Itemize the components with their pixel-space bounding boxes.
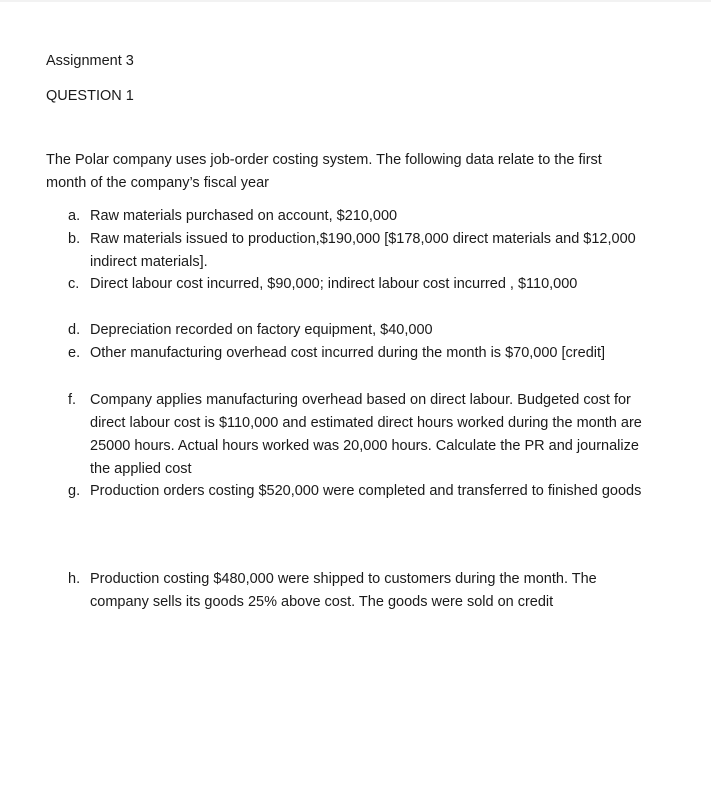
list-marker: f.	[68, 392, 77, 408]
list-item-text: Direct labour cost incurred, $90,000; indirect labour cost incurred , $110,000	[90, 276, 578, 292]
assignment-title: Assignment 3	[46, 53, 134, 69]
list-marker: g.	[68, 483, 81, 499]
list-item-text: Depreciation recorded on factory equipment, $40,000	[90, 322, 433, 338]
list-marker: e.	[68, 345, 81, 361]
list-item-text: Production orders costing $520,000 were completed and transferred to finished goods	[90, 483, 642, 499]
list-item-f	[68, 389, 648, 481]
question-heading: QUESTION 1	[46, 88, 134, 104]
list-item-text: Company applies manufacturing overhead based on direct labour. Budgeted cost for direct labour cost is $110,000 and estimated direct hours worked during the month are 25000 hours. Actual hours worked was 20,000 hours. Calculate the PR and journalize the applied cost	[90, 392, 642, 477]
list-item-e	[68, 342, 648, 365]
list-item-text: Production costing $480,000 were shipped to customers during the month. The company sells its goods 25% above cost. The goods were sold on credit	[90, 571, 597, 610]
list-marker: b.	[68, 231, 81, 247]
intro-paragraph: The Polar company uses job-order costing system. The following data relate to the first month of the company’s fiscal year	[46, 152, 602, 191]
list-item-c	[68, 273, 648, 296]
list-marker: c.	[68, 276, 80, 292]
list-item-text: Raw materials purchased on account, $210,000	[90, 208, 398, 224]
list-item-d	[68, 319, 648, 342]
list-item-a	[68, 205, 648, 228]
list-item-h	[68, 568, 648, 614]
list-item-g	[68, 480, 648, 503]
list-marker: a.	[68, 208, 81, 224]
list-item-text: Other manufacturing overhead cost incurred during the month is $70,000 [credit]	[90, 345, 606, 361]
list-item-text: Raw materials issued to production,$190,000 [$178,000 direct materials and $12,000 indirect materials].	[90, 231, 636, 270]
list-marker: d.	[68, 322, 81, 338]
list-marker: h.	[68, 571, 81, 587]
list-item-b	[68, 228, 648, 274]
page-top-edge	[0, 0, 711, 2]
